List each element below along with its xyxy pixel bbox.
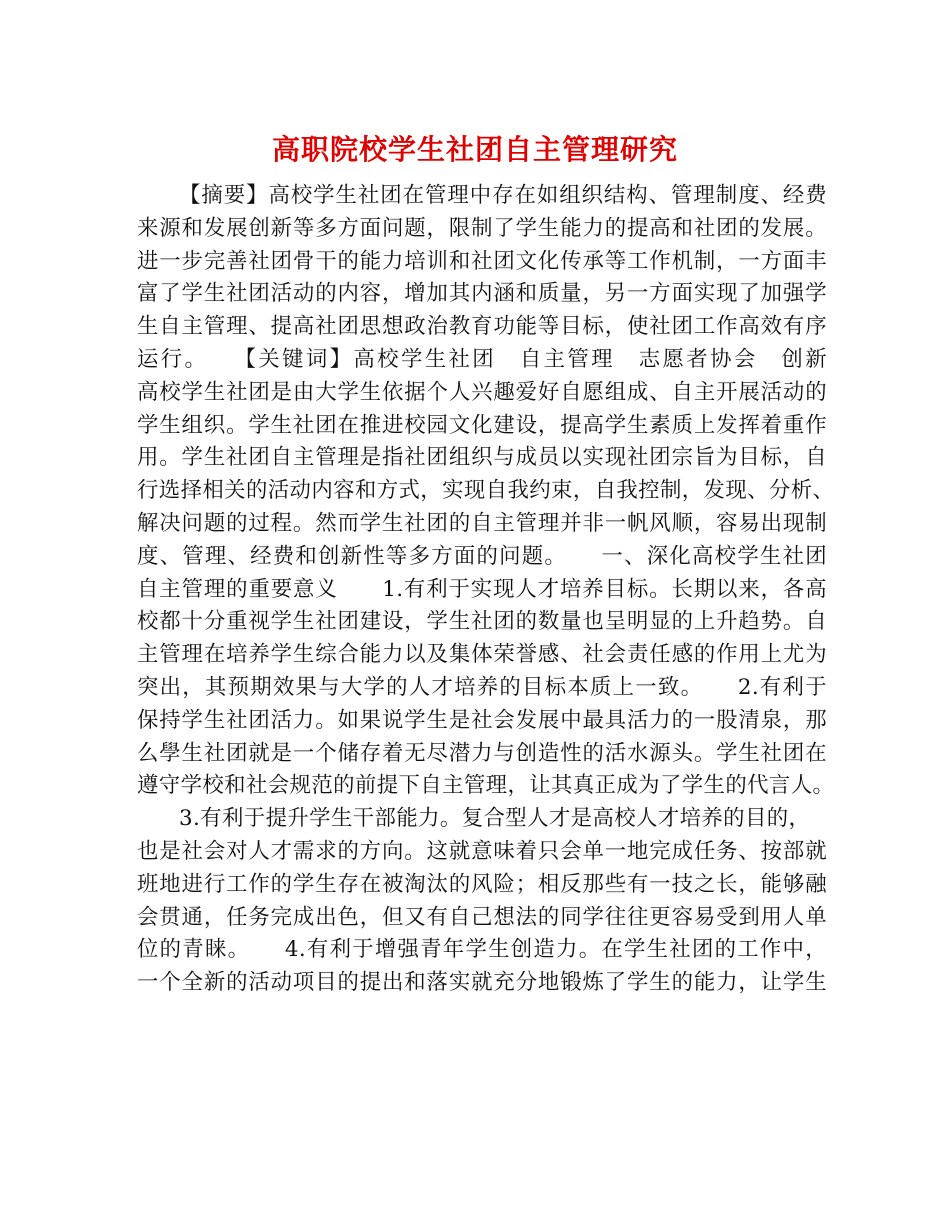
text-line: 度、管理、经费和创新性等多方面的问题。 一、深化高校学生社团	[137, 543, 827, 569]
text-line: 班地进行工作的学生存在被淘汰的风险；相反那些有一技之长，能够融	[137, 871, 827, 897]
text-line: 高校学生社团是由大学生依据个人兴趣爱好自愿组成、自主开展活动的	[137, 379, 827, 405]
text-line: 进一步完善社团骨干的能力培训和社团文化传承等工作机制，一方面丰	[137, 248, 827, 274]
text-line: 学生组织。学生社团在推进校园文化建设，提高学生素质上发挥着重作	[137, 412, 827, 438]
text-line: 突出，其预期效果与大学的人才培养的目标本质上一致。 2.有利于	[137, 674, 827, 700]
page-title: 高职院校学生社团自主管理研究	[271, 133, 678, 166]
text-line: 保持学生社团活力。如果说学生是社会发展中最具活力的一股清泉，那	[137, 707, 827, 733]
text-line: 行选择相关的活动内容和方式，实现自我约束，自我控制，发现、分析、	[137, 478, 835, 504]
text-line: 自主管理的重要意义 1.有利于实现人才培养目标。长期以来，各高	[137, 576, 827, 602]
text-line: 用。学生社团自主管理是指社团组织与成员以实现社团宗旨为目标，自	[137, 445, 827, 471]
text-line: 运行。 【关键词】高校学生社团 自主管理 志愿者协会 创新	[137, 346, 827, 372]
text-line: 遵守学校和社会规范的前提下自主管理，让其真正成为了学生的代言人。	[137, 773, 835, 799]
text-line: 富了学生社团活动的内容，增加其内涵和质量，另一方面实现了加强学	[137, 281, 827, 307]
text-line: 主管理在培养学生综合能力以及集体荣誉感、社会责任感的作用上尤为	[137, 642, 827, 668]
text-line: 来源和发展创新等多方面问题，限制了学生能力的提高和社团的发展。	[137, 215, 827, 241]
text-line: 解决问题的过程。然而学生社团的自主管理并非一帆风顺，容易出现制	[137, 510, 827, 536]
text-line: 一个全新的活动项目的提出和落实就充分地锻炼了学生的能力，让学生	[137, 970, 827, 996]
text-line: 么學生社团就是一个储存着无尽潜力与创造性的活水源头。学生社团在	[137, 740, 827, 766]
text-line: 【摘要】高校学生社团在管理中存在如组织结构、管理制度、经费	[179, 183, 827, 208]
text-line: 位的青睐。 4.有利于增强青年学生创造力。在学生社团的工作中，	[137, 937, 827, 963]
text-line: 也是社会对人才需求的方向。这就意味着只会单一地完成任务、按部就	[137, 838, 827, 864]
text-line: 生自主管理、提高社团思想政治教育功能等目标，使社团工作高效有序	[137, 314, 827, 340]
text-line: 3.有利于提升学生干部能力。复合型人才是高校人才培养的目的，	[179, 806, 811, 832]
text-line: 校都十分重视学生社团建设，学生社团的数量也呈明显的上升趋势。自	[137, 609, 827, 635]
body-text	[137, 180, 835, 1000]
text-line: 会贯通，任务完成出色，但又有自己想法的同学往往更容易受到用人单	[137, 904, 827, 930]
